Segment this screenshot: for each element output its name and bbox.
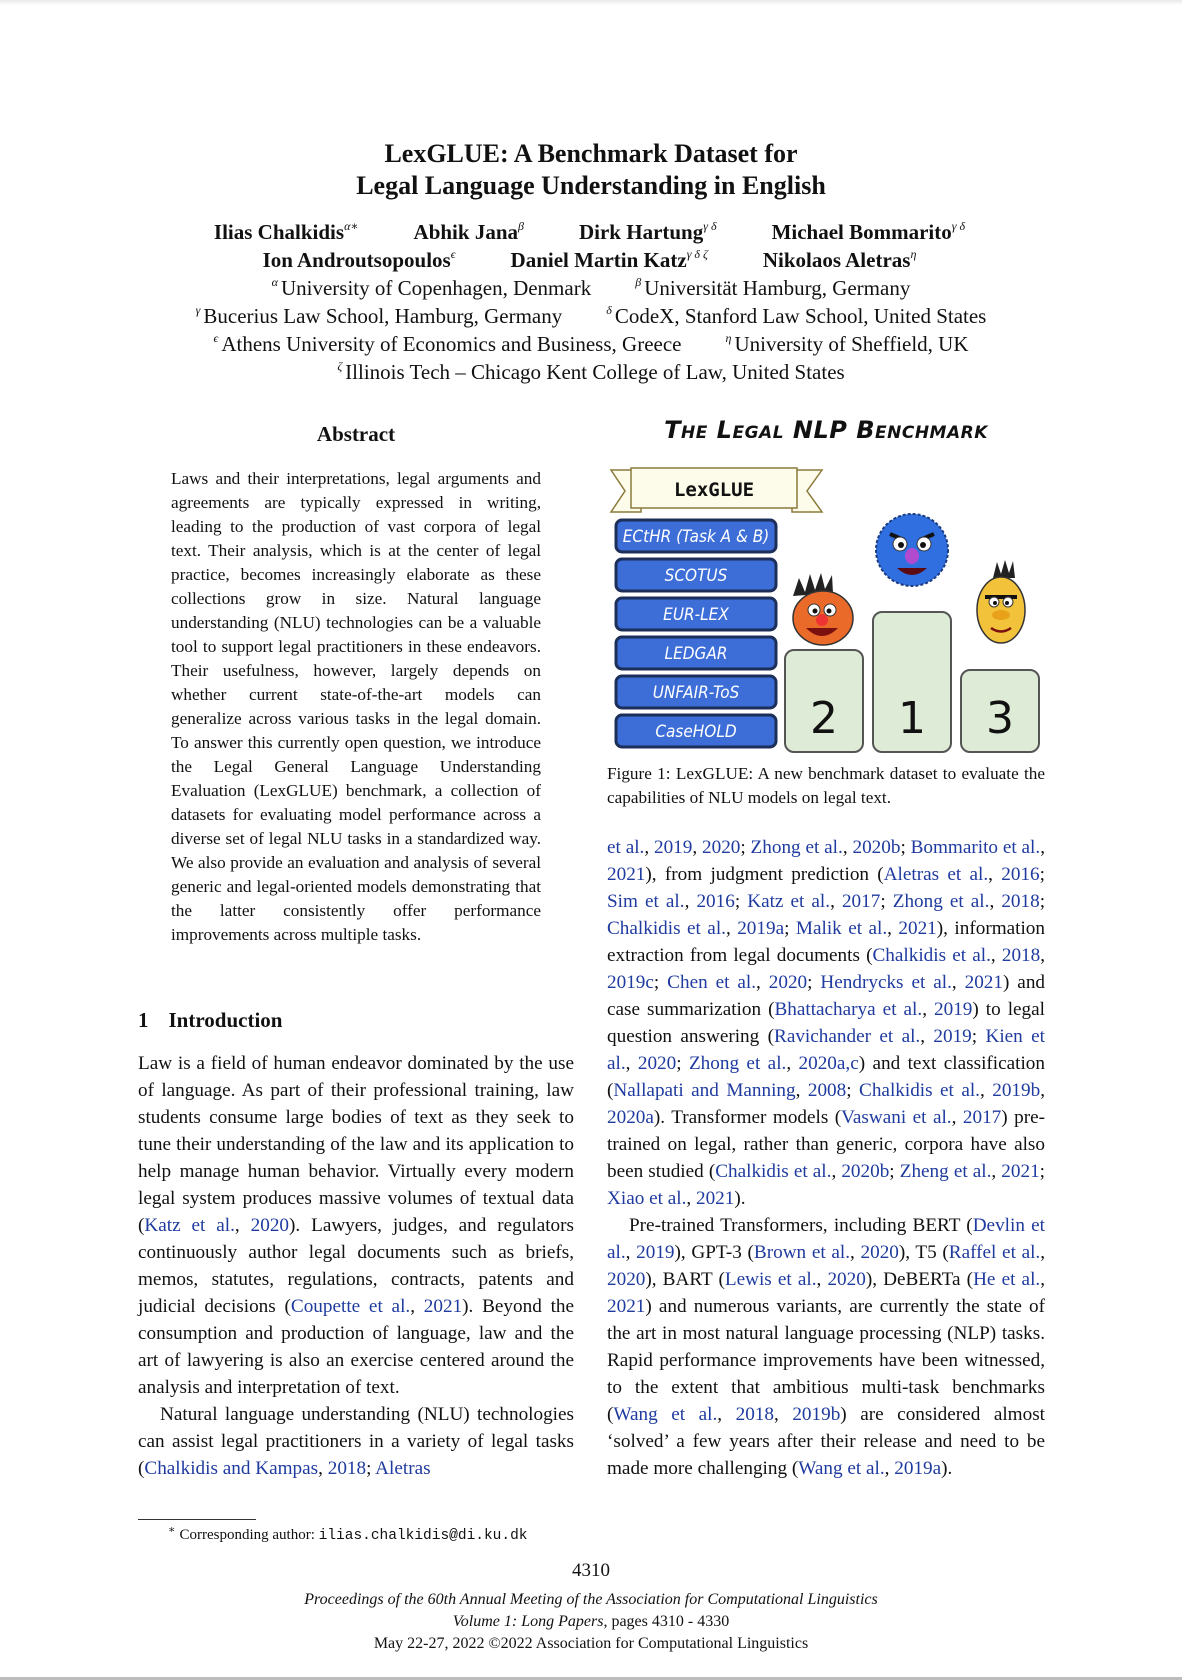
citation-link[interactable]: Chalkidis et al. [607, 918, 726, 939]
text-run: ) are considered almost ‘solved’ a few years after their release and need to be made more challenging ( [607, 1404, 1045, 1479]
text-run: ) pre-trained on legal, rather than generic, corpora have also been studied ( [607, 1107, 1045, 1182]
citation-link[interactable]: Chalkidis et al. [715, 1161, 832, 1182]
text-run: ; [366, 1458, 376, 1479]
citation-link[interactable]: Chen et al. [667, 972, 757, 993]
affiliation-marker: ζ [337, 359, 343, 373]
text-run: ; [807, 972, 821, 993]
ernie-character-icon [793, 573, 853, 645]
dataset-box [616, 715, 776, 747]
citation-link[interactable]: 2018 [735, 1404, 774, 1425]
citation-link[interactable]: 2008 [807, 1080, 847, 1101]
text-run: Natural language understanding (NLU) technologies can assist legal practitioners in a variety of legal tasks ( [138, 1404, 574, 1479]
proceedings-line2 [0, 1613, 1182, 1631]
affiliation-marker: α [271, 275, 278, 289]
text-run: , [717, 1404, 736, 1425]
citation-link[interactable]: Bommarito et al. [910, 837, 1041, 858]
citation-link[interactable]: 2019a [737, 918, 785, 939]
author-affiliation-marker: γ δ [951, 219, 966, 233]
author-affiliation-marker: ϵ [450, 247, 456, 261]
right-paragraph-2 [607, 1212, 1045, 1482]
text-run: , [318, 1458, 328, 1479]
citation-link[interactable]: He et al. [973, 1269, 1041, 1290]
intro-paragraph-2 [138, 1401, 574, 1482]
citation-link[interactable]: Aletras et al. [883, 864, 989, 885]
proceedings-line3: May 22-27, 2022 ©2022 Association for Computational Linguistics [373, 1635, 809, 1652]
dataset-label: LEDGAR [664, 644, 728, 664]
affiliation [196, 303, 563, 329]
page-number: 4310 [572, 1560, 610, 1581]
author [763, 247, 920, 273]
authors-row2 [0, 247, 1182, 273]
citation-link[interactable]: Zhong et al. [892, 891, 990, 912]
affiliation [725, 331, 968, 357]
citation-link[interactable]: Wang et al. [613, 1404, 718, 1425]
text-run: ). Beyond the consumption and production of language, law and the art of lawyering is also an exercise centered around the analysis and interpretation of text. [138, 1296, 575, 1398]
figure-lexglue-podium [607, 460, 1045, 760]
text-run: , [786, 1053, 799, 1074]
affiliation [272, 275, 592, 301]
text-run: , [920, 1026, 934, 1047]
affiliation-text: University of Copenhagen, Denmark [280, 276, 592, 300]
text-run: , [989, 891, 1002, 912]
text-run: , [850, 1242, 861, 1263]
bert-character-icon [977, 560, 1025, 643]
text-run: , [725, 918, 738, 939]
author [579, 219, 720, 245]
abstract-text: Laws and their interpretations, legal arguments and agreements are typically expressed in writing, leading to the production of vast corpora of legal text. Their analysis, which is at the center of legal practice, becomes increasingly elaborate as these collections grow in size. Natural language understanding (NLU) technologies can be a valuable tool to support legal practitioners in these endeavors. Their usefulness, however, largely depends on whether current state-of-the-art models can generalize across various tasks in the legal domain. To answer this currently open question, we introduce the Legal General Language Understanding Evaluation (LexGLUE) benchmark, a collection of datasets for evaluating model performance across a diverse set of legal NLU tasks in a standardized way. We also provide an evaluation and analysis of several generic and legal-oriented models demonstrating that the latter consistently offer performance improvements across multiple tasks. [171, 469, 541, 944]
text-run: , [1040, 1269, 1045, 1290]
author [214, 219, 362, 245]
text-run: ) and text classification ( [607, 1053, 1045, 1101]
affiliation [606, 303, 986, 329]
text-run: , [951, 1107, 963, 1128]
citation-link[interactable]: 2021 [898, 918, 937, 939]
dataset-box [616, 637, 776, 669]
affiliations-row3 [0, 331, 1182, 357]
text-run: Law is a field of human endeavor dominated by the use of language. As part of their professional training, law students consume large bodies of text as they seek to tune their understanding of the law and its application to help manage human behavior. Virtually every modern legal system produces massive volumes of textual data ( [138, 1053, 574, 1236]
citation-link[interactable]: Brown et al. [753, 1242, 851, 1263]
text-run: Pre-trained Transformers, including BERT ( [629, 1215, 973, 1236]
dataset-box [616, 676, 776, 708]
proceedings-volume: Volume 1: Long Papers [452, 1613, 604, 1630]
citation-link[interactable]: 2019 [653, 837, 693, 858]
text-run: ), T5 ( [898, 1242, 949, 1263]
affiliation-text: University of Sheffield, UK [734, 332, 969, 356]
author [263, 247, 459, 273]
affiliation-marker: ϵ [213, 331, 219, 345]
author-affiliation-marker: η [910, 247, 917, 261]
citation-link[interactable]: 2021 [423, 1296, 463, 1317]
citation-link[interactable]: Hendrycks et al. [820, 972, 952, 993]
footnote-symbol: ∗ [168, 1524, 176, 1536]
text-run: , [831, 1161, 842, 1182]
dataset-label: ECtHR (Task A & B) [622, 527, 770, 547]
author-name: Michael Bommarito [771, 220, 952, 244]
text-run: ; [880, 891, 893, 912]
citation-link[interactable]: 2020 [827, 1269, 866, 1290]
text-run: ). [941, 1458, 953, 1479]
citation-link[interactable]: 2017 [962, 1107, 1002, 1128]
lexglue-banner [611, 468, 822, 512]
citation-link[interactable]: Aletras [375, 1458, 431, 1479]
citation-link[interactable]: 2020 [637, 1053, 677, 1074]
citation-link[interactable]: et al. [607, 837, 645, 858]
text-run: , [990, 945, 1002, 966]
paper-title-line1: LexGLUE: A Benchmark Dataset for [384, 139, 798, 168]
text-run: , [684, 891, 697, 912]
affiliation [213, 331, 681, 357]
text-run: , [979, 1080, 993, 1101]
text-run: ; [889, 1161, 900, 1182]
citation-link[interactable]: 2019 [933, 1026, 972, 1047]
author-name: Nikolaos Aletras [762, 248, 911, 272]
affiliations-row4 [0, 359, 1182, 385]
text-run: , [644, 837, 654, 858]
text-run: , [692, 837, 702, 858]
citation-link[interactable]: Katz et al. [747, 891, 831, 912]
citation-link[interactable]: Devlin et al. [607, 1215, 1046, 1263]
text-run: , [842, 837, 853, 858]
author-affiliation-marker: β [518, 219, 524, 233]
text-run: , [625, 1053, 638, 1074]
section-heading-introduction [138, 1008, 282, 1033]
author-name: Ion Androutsopoulos [262, 248, 451, 272]
text-run: , [410, 1296, 424, 1317]
dataset-box [616, 520, 776, 552]
citation-link[interactable]: Xiao et al. [607, 1188, 687, 1209]
text-run: ) and case summarization ( [607, 972, 1046, 1020]
text-run: ; [1039, 1161, 1046, 1182]
text-run: ). Transformer models ( [653, 1107, 842, 1128]
affiliations-row1 [0, 275, 1182, 301]
citation-link[interactable]: 2017 [841, 891, 881, 912]
podium-label-3: 3 [986, 693, 1014, 744]
affiliation [337, 359, 844, 385]
text-run: ) and numerous variants, are currently the state of the art in most natural language processing (NLP) tasks. Rapid performance improvements have been witnessed, to the extent that ambitious multi-task benchmarks ( [607, 1296, 1045, 1425]
author-name: Daniel Martin Katz [510, 248, 687, 272]
citation-link[interactable]: Zhong et al. [688, 1053, 787, 1074]
dataset-box [616, 598, 776, 630]
podium-label-1: 1 [898, 693, 926, 744]
citation-link[interactable]: 2020a,c [798, 1053, 859, 1074]
citation-link[interactable]: 2020 [607, 1269, 646, 1290]
text-run: ; [784, 918, 796, 939]
text-run: , [756, 972, 769, 993]
author-name: Dirk Hartung [578, 220, 704, 244]
text-run: ; [740, 837, 751, 858]
citation-link[interactable]: 2020 [860, 1242, 899, 1263]
dataset-box [616, 559, 776, 591]
citation-link[interactable]: 2019b [792, 1404, 841, 1425]
author-name: Abhik Jana [413, 220, 518, 244]
citation-link[interactable]: Kien et al. [607, 1026, 1045, 1074]
text-run: , [686, 1188, 696, 1209]
right-paragraph-1 [607, 834, 1045, 1212]
text-run: , [951, 972, 965, 993]
left-column-body [138, 1050, 574, 1482]
proceedings-pages: , pages 4310 - 4330 [603, 1613, 730, 1630]
text-run: , [1040, 1242, 1046, 1263]
text-run: ; [900, 837, 911, 858]
text-run: , [816, 1269, 828, 1290]
author [772, 219, 969, 245]
text-run: , [884, 1458, 895, 1479]
text-run: , [830, 891, 842, 912]
citation-link[interactable]: Chalkidis and Kampas [144, 1458, 319, 1479]
section-title: Introduction [168, 1008, 283, 1032]
citation-link[interactable]: Wang et al. [798, 1458, 885, 1479]
page-top-shade [0, 0, 1182, 5]
affiliation-text: CodeX, Stanford Law School, United States [614, 304, 987, 328]
text-run: ). [734, 1188, 746, 1209]
citation-link[interactable]: 2021 [1001, 1161, 1040, 1182]
citation-link[interactable]: Zheng et al. [899, 1161, 992, 1182]
author-affiliation-marker: α∗ [344, 219, 359, 233]
affiliations-row2 [0, 303, 1182, 329]
text-run: ; [846, 1080, 860, 1101]
citation-link[interactable]: 2016 [696, 891, 735, 912]
author-affiliation-marker: γ δ ζ [686, 247, 708, 261]
citation-link[interactable]: Vaswani et al. [841, 1107, 952, 1128]
text-run: ), DeBERTa ( [865, 1269, 974, 1290]
citation-link[interactable]: Zhong et al. [750, 837, 843, 858]
affiliation-marker: β [635, 275, 642, 289]
text-run: ; [734, 891, 748, 912]
text-run: ), GPT-3 ( [674, 1242, 754, 1263]
citation-link[interactable]: Malik et al. [795, 918, 888, 939]
text-run: ), BART ( [645, 1269, 725, 1290]
text-run: ), information extraction from legal documents ( [607, 918, 1045, 966]
citation-link[interactable]: 2019b [992, 1080, 1041, 1101]
citation-link[interactable]: Katz et al. [144, 1215, 235, 1236]
text-run: , [991, 1161, 1002, 1182]
citation-link[interactable]: Chalkidis et al. [872, 945, 991, 966]
text-run: ), from judgment prediction ( [645, 864, 884, 885]
affiliation-marker: δ [606, 303, 612, 317]
footnote-rule [138, 1519, 256, 1520]
paper-title-line2: Legal Language Understanding in English [356, 171, 826, 200]
affiliation-text: Illinois Tech – Chicago Kent College of Law, United States [345, 360, 845, 384]
citation-link[interactable]: 2020 [768, 972, 808, 993]
citation-link[interactable]: 2020a [607, 1107, 654, 1128]
footnote-email[interactable]: ilias.chalkidis@di.ku.dk [318, 1528, 528, 1544]
text-run: , [773, 1404, 793, 1425]
intro-paragraph-1 [138, 1050, 574, 1401]
text-run: , [795, 1080, 808, 1101]
text-run: , [1040, 1080, 1045, 1101]
citation-link[interactable]: Raffel et al. [948, 1242, 1041, 1263]
affiliation-text: Universität Hamburg, Germany [644, 276, 911, 300]
section-number: 1 [138, 1008, 149, 1032]
dataset-label: SCOTUS [664, 566, 728, 586]
text-run: , [1040, 837, 1045, 858]
citation-link[interactable]: 2021 [607, 1296, 646, 1317]
text-run: ; [653, 972, 668, 993]
text-run: , [922, 999, 934, 1020]
podium-label-2: 2 [810, 693, 838, 744]
citation-link[interactable]: Coupette et al. [290, 1296, 411, 1317]
author-affiliation-marker: γ δ [703, 219, 717, 233]
footnote-label: Corresponding author: [179, 1527, 319, 1543]
figure-caption: Figure 1: LexGLUE: A new benchmark dataset to evaluate the capabilities of NLU models on legal text. [607, 764, 1045, 807]
citation-link[interactable]: Bhattacharya et al. [774, 999, 923, 1020]
banner-label: LexGLUE [673, 479, 755, 501]
citation-link[interactable]: Chalkidis et al. [859, 1080, 980, 1101]
citation-link[interactable]: Ravichander et al. [774, 1026, 921, 1047]
citation-link[interactable]: 2018 [1001, 945, 1041, 966]
author [511, 247, 711, 273]
dataset-label: CaseHOLD [655, 722, 737, 742]
right-column-body [607, 834, 1045, 1482]
text-run: ; [1039, 864, 1045, 885]
grover-character-icon [876, 514, 948, 586]
proceedings-line1: Proceedings of the 60th Annual Meeting of the Association for Computational Linguistics [304, 1591, 878, 1608]
citation-link[interactable]: 2016 [1001, 864, 1040, 885]
citation-link[interactable]: 2020b [852, 837, 901, 858]
text-run: ; [971, 1026, 986, 1047]
footnote [168, 1523, 527, 1544]
author-name: Ilias Chalkidis [213, 220, 345, 244]
dataset-label: EUR-LEX [663, 605, 729, 625]
citation-link[interactable]: Lewis et al. [724, 1269, 817, 1290]
citation-link[interactable]: Sim et al. [607, 891, 685, 912]
citation-link[interactable]: Nallapati and Manning [613, 1080, 796, 1101]
figure-title: The Legal NLP Benchmark [664, 416, 988, 444]
authors-row1 [0, 219, 1182, 245]
author [414, 219, 527, 245]
citation-link[interactable]: 2019 [934, 999, 973, 1020]
affiliation-text: Athens University of Economics and Business, Greece [221, 332, 682, 356]
text-run: ; [676, 1053, 689, 1074]
affiliation-marker: γ [195, 303, 201, 317]
text-run: ; [1039, 891, 1046, 912]
affiliation [635, 275, 910, 301]
citation-link[interactable]: 2018 [1001, 891, 1040, 912]
text-run: , [988, 864, 1002, 885]
dataset-label: UNFAIR-ToS [652, 683, 740, 703]
text-run: , [1040, 945, 1046, 966]
text-run: , [234, 1215, 251, 1236]
citation-link[interactable]: 2020 [702, 837, 741, 858]
text-run: , [625, 1242, 637, 1263]
citation-link[interactable]: 2021 [695, 1188, 735, 1209]
abstract-heading: Abstract [316, 422, 396, 446]
affiliation-text: Bucerius Law School, Hamburg, Germany [203, 304, 563, 328]
citation-link[interactable]: 2020b [841, 1161, 890, 1182]
text-run: ) to legal question answering ( [607, 999, 1045, 1047]
citation-link[interactable]: 2019c [607, 972, 654, 993]
citation-link[interactable]: 2019a [894, 1458, 942, 1479]
dataset-list [616, 520, 776, 747]
text-run: , [887, 918, 899, 939]
affiliation-marker: η [725, 331, 732, 345]
citation-link[interactable]: 2021 [607, 864, 646, 885]
citation-link[interactable]: 2019 [636, 1242, 675, 1263]
citation-link[interactable]: 2020 [250, 1215, 289, 1236]
citation-link[interactable]: 2018 [327, 1458, 367, 1479]
text-run: ). Lawyers, judges, and regulators continuously author legal documents such as briefs, memos, statutes, regulations, contracts, patents and judicial decisions ( [138, 1215, 574, 1317]
citation-link[interactable]: 2021 [964, 972, 1003, 993]
